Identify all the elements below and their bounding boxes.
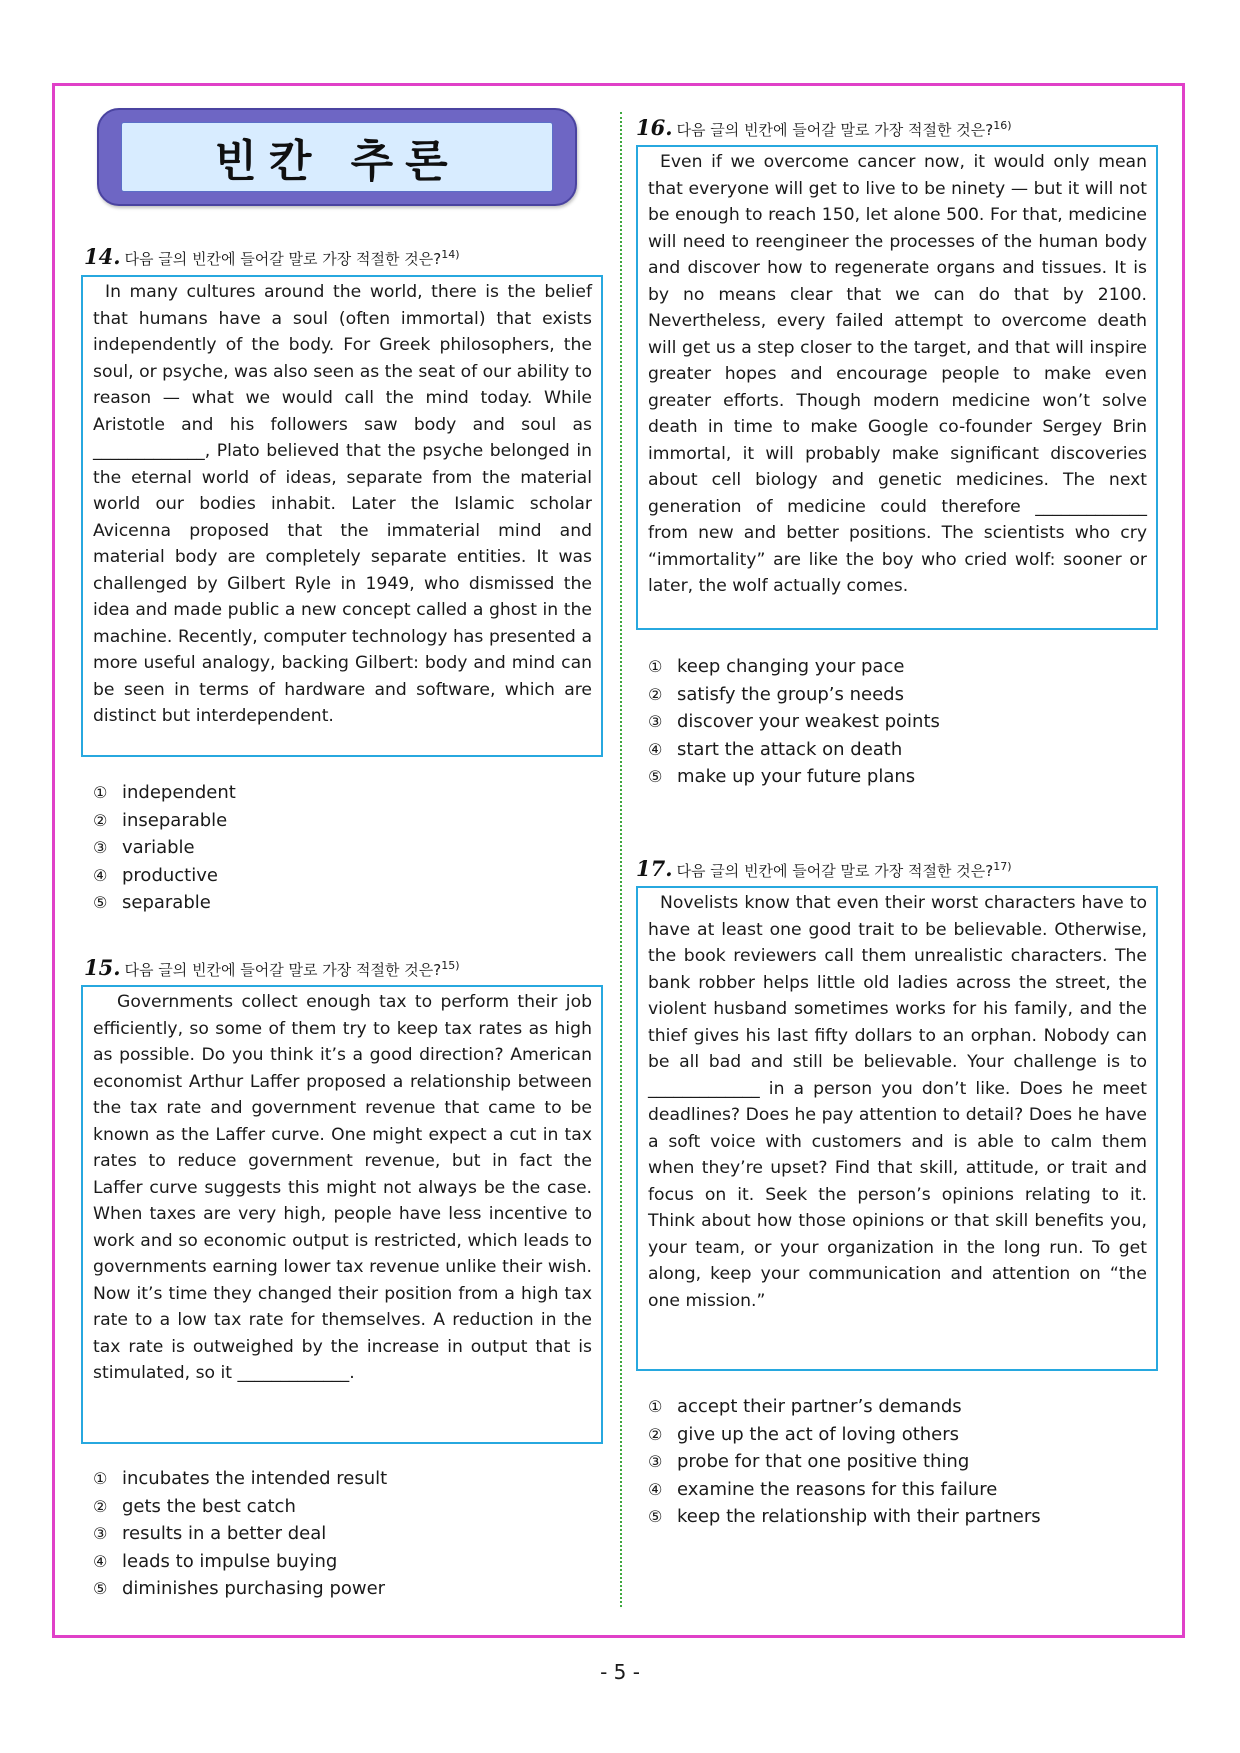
choice-item[interactable]: [93, 834, 236, 862]
choice-text: gets the best catch: [122, 1495, 296, 1517]
choice-text: examine the reasons for this failure: [677, 1478, 998, 1500]
choice-marker: ⑤: [648, 1507, 663, 1526]
choice-text: leads to impulse buying: [122, 1550, 338, 1572]
column-divider: [620, 112, 622, 1607]
question-15-choices: [93, 1465, 387, 1603]
question-17-choices: [648, 1393, 1041, 1531]
choice-marker: ①: [648, 1397, 663, 1416]
choice-marker: ②: [648, 1424, 663, 1444]
choice-marker: ③: [93, 1524, 108, 1543]
choice-marker: ②: [93, 810, 108, 830]
choice-text: incubates the intended result: [122, 1468, 388, 1489]
choice-item[interactable]: [648, 763, 940, 791]
question-14-passage: In many cultures around the world, there is the belief that humans have a soul (often immortal) that exists independently of the body. For Greek philosophers, the soul, or psyche, was also seen as the seat of our ability to reason — what we would call the mind today. While Aristotle and his followers saw body and soul as _____________, Plato believed that the psyche belonged in the eternal world of ideas, separate from the material world our bodies inhabit. Later the Islamic scholar Avicenna proposed that the immaterial mind and material body are completely separate entities. It was challenged by Gilbert Ryle in 1949, who dismissed the idea and made public a new concept called a ghost in the machine. Recently, computer technology has presented a more useful analogy, backing Gilbert: body and mind can be seen in terms of hardware and software, which are distinct but interdependent.: [81, 275, 603, 757]
choice-text: probe for that one positive thing: [677, 1451, 970, 1472]
choice-text: give up the act of loving others: [677, 1423, 960, 1445]
choice-item[interactable]: [93, 1520, 387, 1548]
choice-item[interactable]: [93, 1548, 387, 1576]
choice-marker: ⑤: [648, 767, 663, 786]
question-number: 16.: [636, 115, 673, 140]
choice-text: diminishes purchasing power: [122, 1578, 386, 1599]
section-banner: [97, 108, 577, 206]
choice-item[interactable]: [648, 1393, 1041, 1421]
choice-marker: ④: [93, 1551, 108, 1571]
choice-item[interactable]: [93, 807, 236, 835]
choice-text: accept their partner’s demands: [677, 1396, 962, 1417]
question-prompt: 다음 글의 빈칸에 들어갈 말로 가장 적절한 것은?: [124, 961, 442, 979]
choice-marker: ④: [648, 1479, 663, 1499]
question-prompt: 다음 글의 빈칸에 들어갈 말로 가장 적절한 것은?: [124, 250, 442, 268]
choice-text: separable: [122, 892, 211, 913]
choice-item[interactable]: [93, 779, 236, 807]
choice-marker: ②: [93, 1496, 108, 1516]
choice-text: productive: [122, 864, 218, 886]
footnote-ref: 17): [993, 860, 1012, 873]
question-16-header: [636, 115, 1012, 140]
question-14-choices: [93, 779, 236, 917]
page-number: - 5 -: [600, 1660, 640, 1684]
choice-item[interactable]: [93, 1465, 387, 1493]
choice-marker: ⑤: [93, 1579, 108, 1598]
question-17-header: [636, 856, 1012, 881]
question-prompt: 다음 글의 빈칸에 들어갈 말로 가장 적절한 것은?: [676, 121, 994, 139]
question-number: 15.: [84, 955, 121, 980]
choice-text: variable: [122, 837, 195, 858]
choice-item[interactable]: [93, 1575, 387, 1603]
choice-item[interactable]: [93, 1493, 387, 1521]
choice-marker: ④: [648, 739, 663, 759]
choice-text: independent: [122, 782, 236, 803]
choice-item[interactable]: [648, 1476, 1041, 1504]
choice-item[interactable]: [93, 862, 236, 890]
choice-text: satisfy the group’s needs: [677, 683, 904, 705]
footnote-ref: 15): [441, 959, 460, 972]
choice-marker: ③: [648, 1452, 663, 1471]
choice-text: keep changing your pace: [677, 656, 905, 677]
footnote-ref: 14): [441, 248, 460, 261]
footnote-ref: 16): [993, 119, 1012, 132]
choice-item[interactable]: [648, 1448, 1041, 1476]
choice-item[interactable]: [648, 1503, 1041, 1531]
choice-marker: ④: [93, 865, 108, 885]
choice-text: results in a better deal: [122, 1523, 327, 1544]
question-15-header: [84, 955, 460, 980]
choice-text: inseparable: [122, 809, 228, 831]
choice-marker: ③: [93, 838, 108, 857]
question-16-choices: [648, 653, 940, 791]
question-14-header: [84, 244, 460, 269]
section-banner-inner: [121, 122, 553, 192]
choice-text: make up your future plans: [677, 766, 916, 787]
choice-marker: ①: [648, 657, 663, 676]
question-number: 17.: [636, 856, 673, 881]
choice-item[interactable]: [648, 681, 940, 709]
choice-marker: ⑤: [93, 893, 108, 912]
choice-item[interactable]: [648, 1421, 1041, 1449]
choice-text: discover your weakest points: [677, 711, 940, 732]
choice-item[interactable]: [648, 653, 940, 681]
question-15-passage: Governments collect enough tax to perform their job efficiently, so some of them try to keep tax rates as high as possible. Do you think it’s a good direction? American economist Arthur Laffer proposed a relationship between the tax rate and government revenue that came to be known as the Laffer curve. One might expect a cut in tax rates to reduce government revenue, but in fact the Laffer curve suggests this might not always be the case. When taxes are very high, people have less incentive to work and so economic output is restricted, which leads to governments earning lower tax revenue unlike their wish. Now it’s time they changed their position from a high tax rate to a low tax rate for themselves. A reduction in the tax rate is outweighed by the increase in output that is stimulated, so it _____________.: [81, 985, 603, 1444]
section-title: 빈칸 추론: [214, 136, 460, 187]
choice-item[interactable]: [648, 708, 940, 736]
choice-marker: ③: [648, 712, 663, 731]
question-prompt: 다음 글의 빈칸에 들어갈 말로 가장 적절한 것은?: [676, 862, 994, 880]
question-17-passage: Novelists know that even their worst characters have to have at least one good trait to be believable. Otherwise, the book reviewers call them unrealistic characters. The bank robber helps little old ladies across the street, the violent husband sometimes works for his family, and the thief gives his last fifty dollars to an orphan. Nobody can be all bad and still be believable. Your challenge is to _____________ in a person you don’t like. Does he meet deadlines? Does he pay attention to detail? Does he have a soft voice with customers and is able to calm them when they’re upset? Find that skill, attitude, or trait and focus on it. Seek the person’s opinions relating to it. Think about how those opinions or that skill benefits you, your team, or your organization in the long run. To get along, keep your communication and attention on “the one mission.”: [636, 886, 1158, 1371]
question-number: 14.: [84, 244, 121, 269]
question-16-passage: Even if we overcome cancer now, it would only mean that everyone will get to live to be ninety — but it will not be enough to reach 150, let alone 500. For that, medicine will need to reengineer the processes of the human body and discover how to regenerate organs and tissues. It is by no means clear that we can do that by 2100. Nevertheless, every failed attempt to overcome death will get us a step closer to the target, and that will inspire greater hopes and encourage people to make even greater efforts. Though modern medicine won’t solve death in time to make Google co-founder Sergey Brin immortal, it will probably make significant discoveries about cell biology and genetic medicines. The next generation of medicine could therefore _____________ from new and better positions. The scientists who cry “immortality” are like the boy who cried wolf: sooner or later, the wolf actually comes.: [636, 145, 1158, 630]
choice-marker: ②: [648, 684, 663, 704]
choice-item[interactable]: [648, 736, 940, 764]
choice-marker: ①: [93, 1469, 108, 1488]
choice-text: keep the relationship with their partners: [677, 1506, 1041, 1527]
choice-text: start the attack on death: [677, 738, 903, 760]
choice-item[interactable]: [93, 889, 236, 917]
choice-marker: ①: [93, 783, 108, 802]
